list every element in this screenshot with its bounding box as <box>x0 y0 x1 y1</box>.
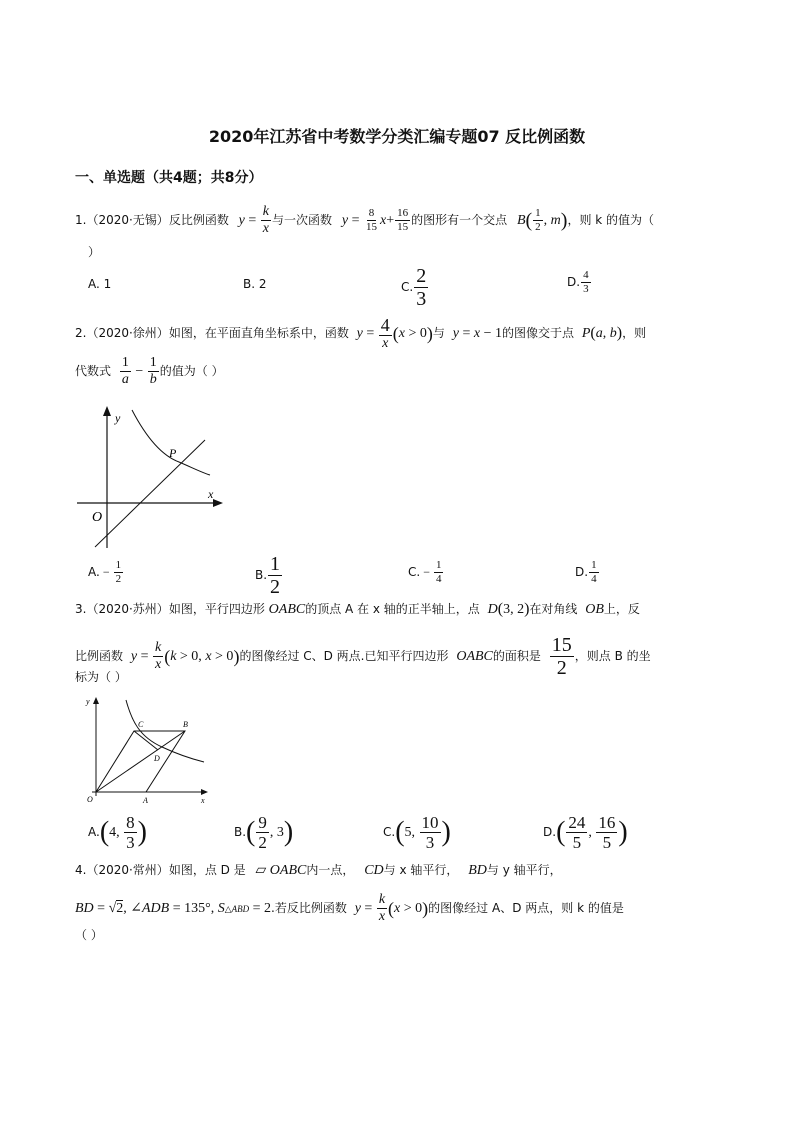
formula-cd: CD <box>364 863 384 878</box>
option-a[interactable]: A.(4, $\frac{8}{3}$ ) <box>88 813 147 852</box>
question-3 <box>75 599 640 620</box>
y-axis-arrow <box>103 406 111 416</box>
document-title: 2020年江苏省中考数学分类汇编专题07 反比例函数 <box>208 127 586 146</box>
question-text: 上，反 <box>603 602 640 616</box>
formula-y-x-minus-1: y = x − 1 <box>452 326 502 341</box>
option-label: A. <box>88 565 100 579</box>
option-c[interactable]: C. − $\frac{1}{4}$ <box>408 559 442 585</box>
question-1-close: ） <box>88 245 101 259</box>
x-axis-arrow <box>201 789 208 795</box>
option-c[interactable]: C. $\frac{2}{3}$ <box>401 265 427 310</box>
y-axis-label: y <box>115 411 121 425</box>
option-a[interactable]: A. − $\frac{1}{2}$ <box>88 559 122 585</box>
question-2-line2 <box>75 356 224 387</box>
x-axis-label: x <box>208 487 214 501</box>
formula-point-p: P(a, b) <box>581 324 623 342</box>
option-label: D. <box>543 825 557 839</box>
option-d[interactable]: D.( $\frac{24}{5}$ , $\frac{16}{5}$ ) <box>543 813 628 852</box>
hyperbola-curve <box>132 410 210 475</box>
formula-ob: OB <box>585 602 604 617</box>
question-text: 反比例函数 <box>168 213 229 227</box>
question-text: 的面积是 <box>492 649 541 663</box>
question-4-line3: （ ） <box>75 928 103 942</box>
option-d[interactable]: D. $\frac{4}{3}$ <box>567 269 589 295</box>
graph-q2 <box>75 400 235 555</box>
question-source: （2020·常州） <box>86 863 169 877</box>
line-graph <box>95 440 205 547</box>
option-d[interactable]: D. $\frac{1}{4}$ <box>575 559 597 585</box>
origin-label: O <box>87 795 93 804</box>
formula-y-k-over-x: y = $\frac{k}{x}$ (k > 0, x > 0) <box>130 640 240 672</box>
option-label: C. <box>401 280 414 294</box>
question-number: 1. <box>75 213 87 227</box>
formula-oabc: OABC <box>456 649 493 664</box>
question-text: .若反比例函数 <box>271 901 347 915</box>
formula-point-d: D(3, 2) <box>487 600 530 618</box>
option-b[interactable] <box>243 277 267 291</box>
question-text: 比例函数 <box>75 649 124 663</box>
formula-conditions: BD = √2, ∠ADB = 135°, S△ABD = 2 <box>75 901 272 916</box>
question-text: 在对角线 <box>529 602 578 616</box>
formula-oabc: OABC <box>268 602 306 617</box>
question-text: ，则点 B 的坐 <box>574 649 651 663</box>
option-b[interactable]: B.( $\frac{9}{2}$ , 3) <box>234 813 294 852</box>
question-3-line2 <box>75 635 651 678</box>
question-4-line2 <box>75 893 624 924</box>
diagonal-ob <box>96 731 185 792</box>
option-label: B. <box>234 825 247 839</box>
y-axis-arrow <box>93 697 99 704</box>
formula-bd: BD <box>468 863 487 878</box>
question-text: 的图形有一个交点 <box>411 213 508 227</box>
question-text: 与一次函数 <box>272 213 333 227</box>
segment-ad <box>134 731 158 750</box>
option-a[interactable] <box>88 277 111 291</box>
formula-point-b: B( $\frac{1}{2}$ , m) <box>516 207 568 233</box>
formula-y-k-over-x: y = $\frac{k}{x}$ <box>238 204 269 236</box>
formula-parallelogram-oabc: ▱ OABC <box>255 863 307 878</box>
option-label: A. <box>88 825 100 839</box>
option-label: C. <box>408 565 421 579</box>
question-number: 4. <box>75 863 87 877</box>
question-text: 的图像经过 A、D 两点，则 k 的值是 <box>428 901 624 915</box>
option-b[interactable]: B. $\frac{1}{2}$ <box>255 553 281 598</box>
question-number: 2. <box>75 326 87 340</box>
question-3-line3: 标为（ ） <box>75 670 127 684</box>
option-label: D. <box>567 275 581 289</box>
y-axis-label: y <box>86 697 90 706</box>
option-label: B. <box>255 568 268 582</box>
formula-y-4-over-x: y = $\frac{4}{x}$ (x > 0) <box>356 315 433 351</box>
question-text: ，则 <box>622 326 647 340</box>
question-text: ，则 k 的值为（ <box>567 213 655 227</box>
x-axis-label: x <box>201 796 205 805</box>
question-source: （2020·苏州） <box>86 602 169 616</box>
question-source: （2020·无锡） <box>86 213 169 227</box>
question-source: （2020·徐州） <box>86 326 169 340</box>
option-label: D. <box>575 565 589 579</box>
question-text: 如图，点 D 是 <box>168 863 246 877</box>
point-a-label: A <box>143 796 148 805</box>
graph-q3 <box>82 692 212 806</box>
question-text: 的图像交于点 <box>502 326 575 340</box>
question-number: 3. <box>75 602 87 616</box>
question-text: 如图，平行四边形 <box>168 602 265 616</box>
question-text: 与 x 轴平行， <box>383 863 459 877</box>
option-label: A. 1 <box>88 277 112 291</box>
point-d-label: D <box>154 754 160 763</box>
option-label: B. 2 <box>243 277 267 291</box>
question-1 <box>75 205 654 236</box>
question-text: 如图，在平面直角坐标系中，函数 <box>168 326 349 340</box>
point-b-label: B <box>183 720 188 729</box>
question-4 <box>75 860 562 881</box>
formula-linear: y = $\frac{8}{15}$ x+ $\frac{16}{15}$ <box>341 207 409 233</box>
question-text: 代数式 <box>75 364 112 378</box>
question-text: 与 y 轴平行， <box>486 863 562 877</box>
formula-1a-minus-1b: $\frac{1}{a}$ − $\frac{1}{b}$ <box>121 355 157 387</box>
option-label: C. <box>383 825 396 839</box>
formula-y-k-over-x: y = $\frac{k}{x}$ (x > 0) <box>354 892 429 924</box>
origin-label: O <box>92 510 103 525</box>
question-text: 的图像经过 C、D 两点.已知平行四边形 <box>239 649 449 663</box>
question-text: 的顶点 A 在 x 轴的正半轴上，点 <box>305 602 480 616</box>
section-heading: 一、单选题（共4题；共8分） <box>75 170 263 186</box>
question-text: 与 <box>432 326 445 340</box>
point-c-label: C <box>138 720 144 729</box>
x-axis-arrow <box>213 499 223 507</box>
point-p-label: P <box>169 446 177 460</box>
formula-area-15-2: $\frac{15}{2}$ <box>551 634 572 679</box>
question-2 <box>75 316 646 351</box>
question-text: 的值为（ ） <box>159 364 224 378</box>
question-text: 内一点， <box>306 863 355 877</box>
option-c[interactable]: C.(5, $\frac{10}{3}$ ) <box>383 813 451 852</box>
